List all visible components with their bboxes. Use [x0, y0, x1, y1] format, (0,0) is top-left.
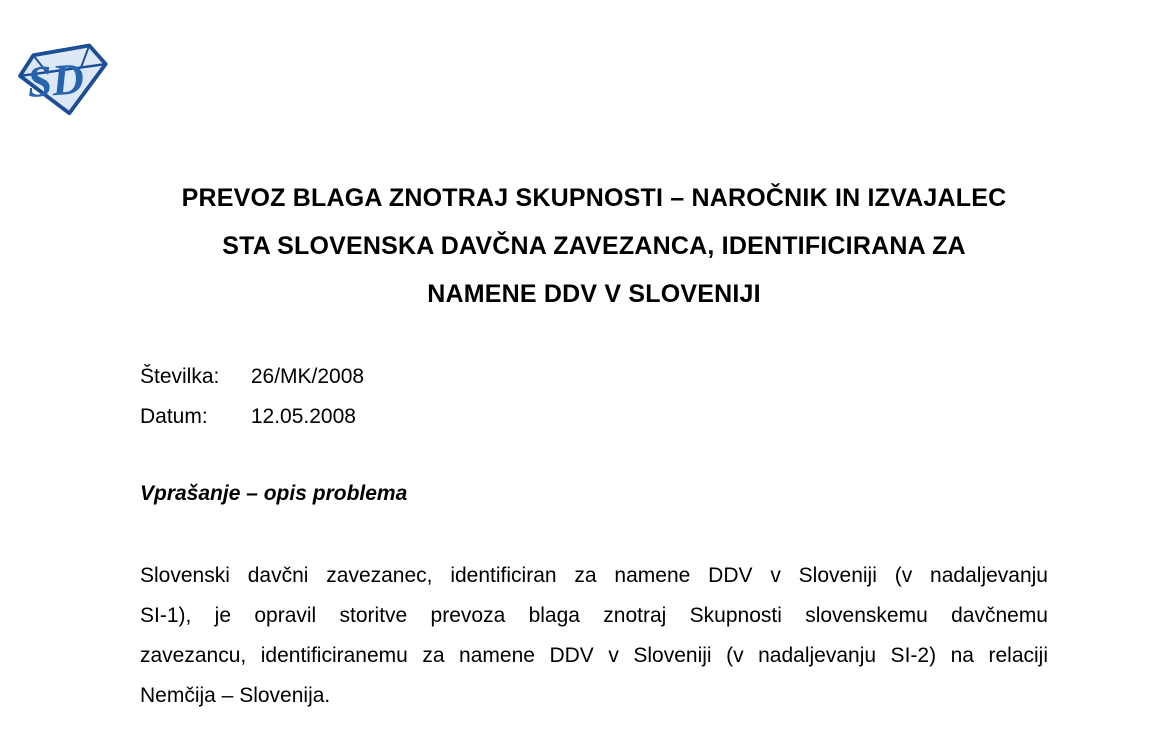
document-title-line-2: STA SLOVENSKA DAVČNA ZAVEZANCA, IDENTIFICIRANA ZA	[222, 232, 966, 260]
document-title	[140, 174, 1048, 318]
document-title-line-3: NAMENE DDV V SLOVENIJI	[427, 280, 761, 308]
document-date-value: 12.05.2008	[250, 405, 356, 428]
document-number-label: Številka:	[140, 365, 220, 388]
sd-diamond-logo-icon	[16, 42, 112, 120]
logo-letters: SD	[25, 54, 86, 107]
question-paragraph	[140, 556, 1048, 716]
document-meta	[140, 357, 364, 437]
document-number-value: 26/MK/2008	[250, 365, 365, 388]
paragraph-line-2: SI-1), je opravil storitve prevoza blaga znotraj Skupnosti slovenskemu davčnemu	[140, 604, 1048, 627]
paragraph-line-4: Nemčija – Slovenija.	[140, 684, 331, 707]
paragraph-line-3: zavezancu, identificiranemu za namene DDV v Sloveniji (v nadaljevanju SI-2) na relaciji	[140, 644, 1048, 667]
section-heading-question: Vprašanje – opis problema	[140, 482, 408, 505]
document-date-label: Datum:	[140, 405, 208, 428]
document-title-line-1: PREVOZ BLAGA ZNOTRAJ SKUPNOSTI – NAROČNIK IN IZVAJALEC	[181, 184, 1007, 212]
paragraph-line-1: Slovenski davčni zavezanec, identificiran za namene DDV v Sloveniji (v nadaljevanju	[140, 564, 1048, 587]
document-date-row	[140, 397, 364, 437]
document-number-row	[140, 357, 364, 397]
